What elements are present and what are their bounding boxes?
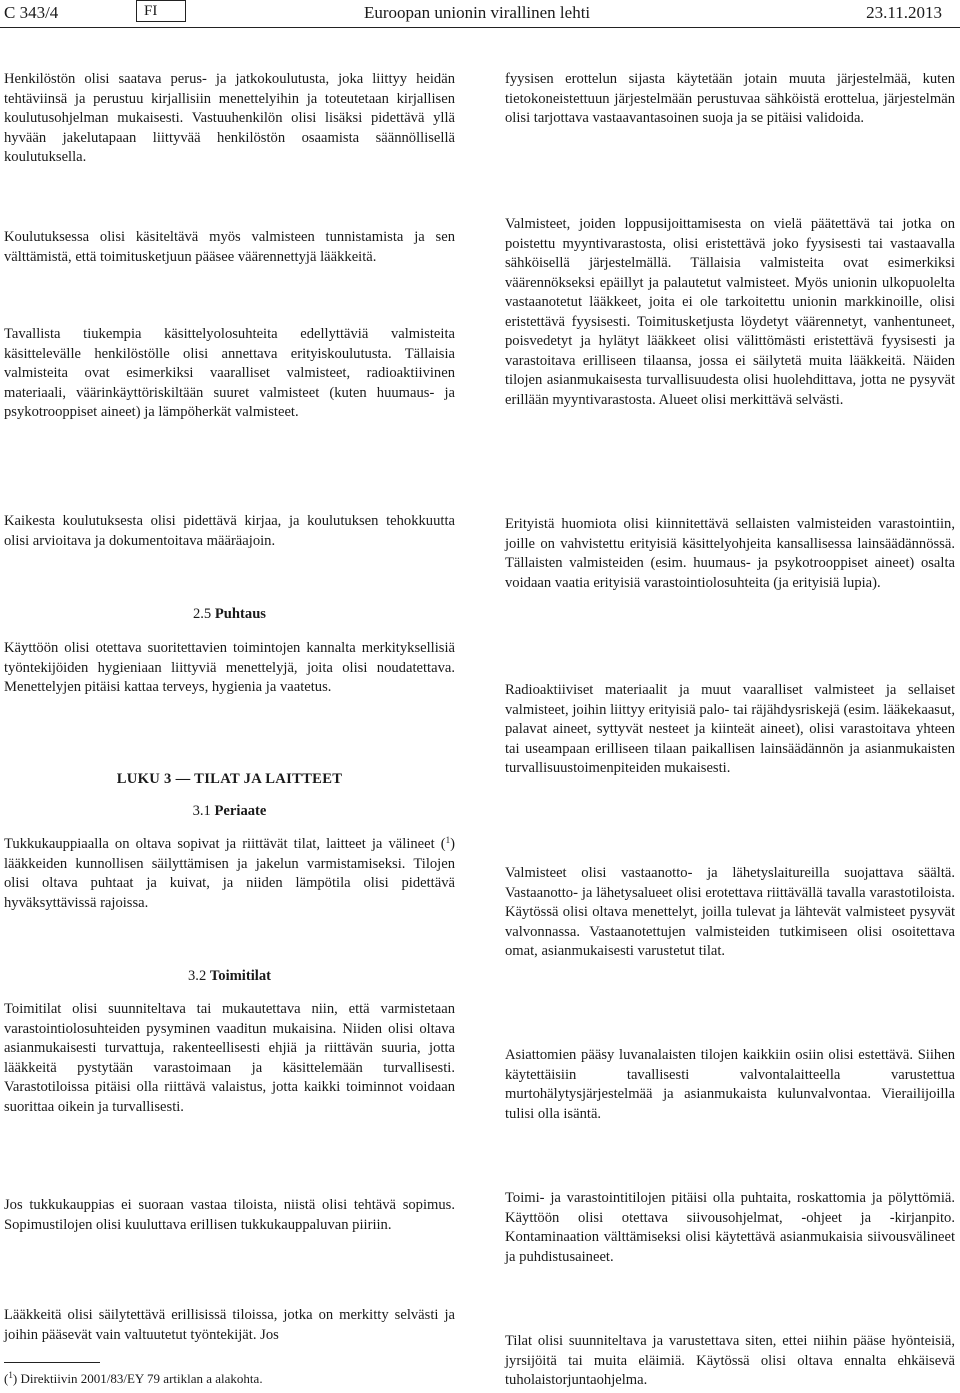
right-paragraph-special-storage: Erityistä huomiota olisi kiinnitettävä sellaisten valmisteiden varastointiin, joille on vahvistettu erityisiä käsittelyohjeita kansallisessa lainsäädännössä. Tällaisten valmisteiden (esim. huumaus- ja psykotrooppiset aineet) osalta voidaan vaatia erityisiä varastointiolosuhteita (ja erityisiä lupia).	[505, 516, 955, 591]
left-paragraph-principle: Tukkukauppiaalla on oltava sopivat ja riittävät tilat, laitteet ja välineet ($^1$) lääkkeiden kunnollisen säilyttämisen ja jakelun varmistamiseksi. Tilojen olisi oltava puhtaat ja kuivat, ja niiden lämpötila olisi pidettävä hyväksyttävissä rajoissa.	[4, 835, 455, 911]
left-paragraph-special-handling: Tavallista tiukempia käsittelyolosuhteita edellyttäviä valmisteita käsittelevälle henkilöstölle olisi annettava erityiskoulutusta. Tällaisia valmisteita ovat esimerkiksi vaaralliset valmisteet, radioaktiivinen materiaali, väärinkäyttöriskiltään suuret valmisteet (kuten huumaus- ja psykotrooppiset aineet) ja lämpöherkät valmisteet.	[4, 326, 455, 420]
left-paragraph-training: Henkilöstön olisi saatava perus- ja jatkokoulutusta, joka liittyy heidän tehtäviinsä ja perustuu kirjallisiin menettelyihin ja toteutetaan kirjallisen koulutusohjelman mukaisesti. Vastuuhenkilön olisi lisäksi pidettävä yllä hyvään jakelutapaan liittyvää henkilöstön osaamista säännöllisellä koulutuksella.	[4, 71, 455, 165]
right-paragraph-access-control: Asiattomien pääsy luvanalaisten tilojen kaikkiin osiin olisi estettävä. Siihen käytettäisiin tavallisesti valvontalaitteella varustettua murtohälytysjärjestelmää ja asianmukaista kulunvalvontaa. Vierailijoilla tulisi olla isäntä.	[505, 1047, 955, 1122]
left-paragraph-premises: Toimitilat olisi suunniteltava tai mukautettava niin, että varmistetaan varastointiolosuhteiden pysyminen vaaditun mukaisina. Niiden olisi oltava asianmukaisesti turvattuja, rakenteellisesti ehjiä ja riittävän suuria, jotta lääkkeitä pystytään varastoimaan ja käsittelemään turvallisesti. Varastotiloissa pitäisi olla riittävä valaistus, jotta kaikki toiminnot voidaan suorittaa oikein ja turvallisesti.	[4, 1001, 455, 1115]
right-paragraph-electronic-segregation: fyysisen erottelun sijasta käytetään jotain muuta järjestelmää, kuten tietokoneistettuun järjestelmään perustuvaa sähköistä erottelua, järjestelmän olisi tarjottava vastaavantasoinen suoja ja se pitäisi validoida.	[505, 71, 955, 126]
footnote-rule	[4, 1362, 100, 1363]
right-paragraph-cleanliness: Toimi- ja varastointitilojen pitäisi olla puhtaita, roskattomia ja pölyttömiä. Käyttöön olisi otettava siivousohjelmat, -ohjeet ja -kirjanpito. Kontaminaation välttämiseksi olisi käytettävä asianmukaisia siivousvälineet ja puhdistusaineet.	[505, 1190, 955, 1265]
right-paragraph-receiving-bays: Valmisteet olisi vastaanotto- ja lähetyslaitureilla suojattava säältä. Vastaanotto- ja lähetysalueet olisi erotettava riittävällä tavalla varastotiloista. Käytössä olisi oltava menettelyt, joilla tulevat ja lähtevät valmisteet pysyvät valvonnassa. Vastaanotettujen valmisteiden tutkimiseen olisi osoitettava omat, asianmukaisesti varustetut tilat.	[505, 865, 955, 959]
right-paragraph-quarantine: Valmisteet, joiden loppusijoittamisesta on vielä päätettävä tai jotka on poistettu myyntivarastosta, olisi eristettävä joko fyysisesti tai vastaavalla sähköisellä järjestelmällä. Tällaisia valmisteita ovat esimerkiksi väärennökseksi epäillyt ja palautetut valmisteet. Myös unionin ulkopuolelta vastaanotetut lääkkeet, joita ei ole tarkoitettu unionin markkinoille, olisi eristettävä fyysisesti. Toimitusketjusta löydetyt väärennetyt, vanhentuneet, poisvedetyt ja hylätyt lääkkeet olisi välittömästi eristettävä fyysisesti ja varastoitava erilliseen tilaansa, jossa ei säilytetä muita lääkkeitä. Näiden tilojen asianmukaisesta turvallisuudesta olisi huolehdittava, jotta ne pysyvät erillään myyntivarastosta. Alueet olisi merkittävä selvästi.	[505, 216, 955, 408]
journal-reference: C 343/4	[4, 3, 59, 22]
language-badge: FI	[136, 0, 186, 22]
right-paragraph-hazardous-materials: Radioaktiiviset materiaalit ja muut vaaralliset valmisteet ja sellaiset valmisteet, joihin liittyy erityisiä palo- tai räjähdysriskejä (esim. lääkekaasut, palavat aineet, syttyvät nesteet ja kiinteät aineet), olisi varastoitava yhteen tai useampaan erilliseen tilaan paikallisen lainsäädännön ja asianmukaisten turvallisuustoimenpiteiden mukaisesti.	[505, 682, 955, 776]
journal-title: Euroopan unionin virallinen lehti	[364, 3, 591, 22]
chapter-heading: LUKU 3 — TILAT JA LAITTEET	[116, 771, 343, 787]
left-paragraph-contract-premises: Jos tukkukauppias ei suoraan vastaa tiloista, niistä olisi tehtävä sopimus. Sopimustilojen olisi kuuluttava erillisen tukkukauppaluvan piiriin.	[4, 1197, 455, 1233]
left-paragraph-training-records: Kaikesta koulutuksesta olisi pidettävä kirjaa, ja koulutuksen tehokkuutta olisi arvioitava ja dokumentoitava määräajoin.	[4, 513, 455, 549]
header-rule	[0, 27, 960, 28]
left-paragraph-segregation: Lääkkeitä olisi säilytettävä erillisissä tiloissa, jotka on merkitty selvästi ja joihin pääsevät vain valtuutetut työntekijät. Jos	[4, 1307, 455, 1343]
page-header	[0, 0, 960, 28]
publication-date: 23.11.2013	[866, 3, 942, 22]
section-heading-3-2: 3.2 Toimitilat	[188, 968, 271, 984]
footnote: ($^1$) Direktiivin 2001/83/EY 79 artiklan a alakohta.	[4, 1370, 263, 1386]
right-paragraph-pest-control: Tilat olisi suunniteltava ja varustettava siten, ettei niihin pääse hyönteisiä, jyrsijöitä tai muita eläimiä. Käytössä olisi oltava ennalta ehkäisevä tuholaistorjuntaohjelma.	[505, 1333, 955, 1388]
footnote-reference[interactable]: 1	[445, 835, 451, 845]
section-heading-3-1: 3.1 Periaate	[192, 803, 267, 819]
left-paragraph-hygiene: Käyttöön olisi otettava suoritettavien toimintojen kannalta merkityksellisiä työntekijöiden hygieniaan liittyviä menettelyjä, joita olisi noudatettava. Menettelyjen pitäisi kattaa terveys, hygienia ja vaatetus.	[4, 640, 455, 695]
section-heading-2-5: 2.5 Puhtaus	[192, 606, 266, 622]
left-paragraph-falsified-medicines: Koulutuksessa olisi käsiteltävä myös valmisteen tunnistamista ja sen välttämistä, että toimitusketjuun pääsee väärennettyjä lääkkeitä.	[4, 229, 455, 265]
